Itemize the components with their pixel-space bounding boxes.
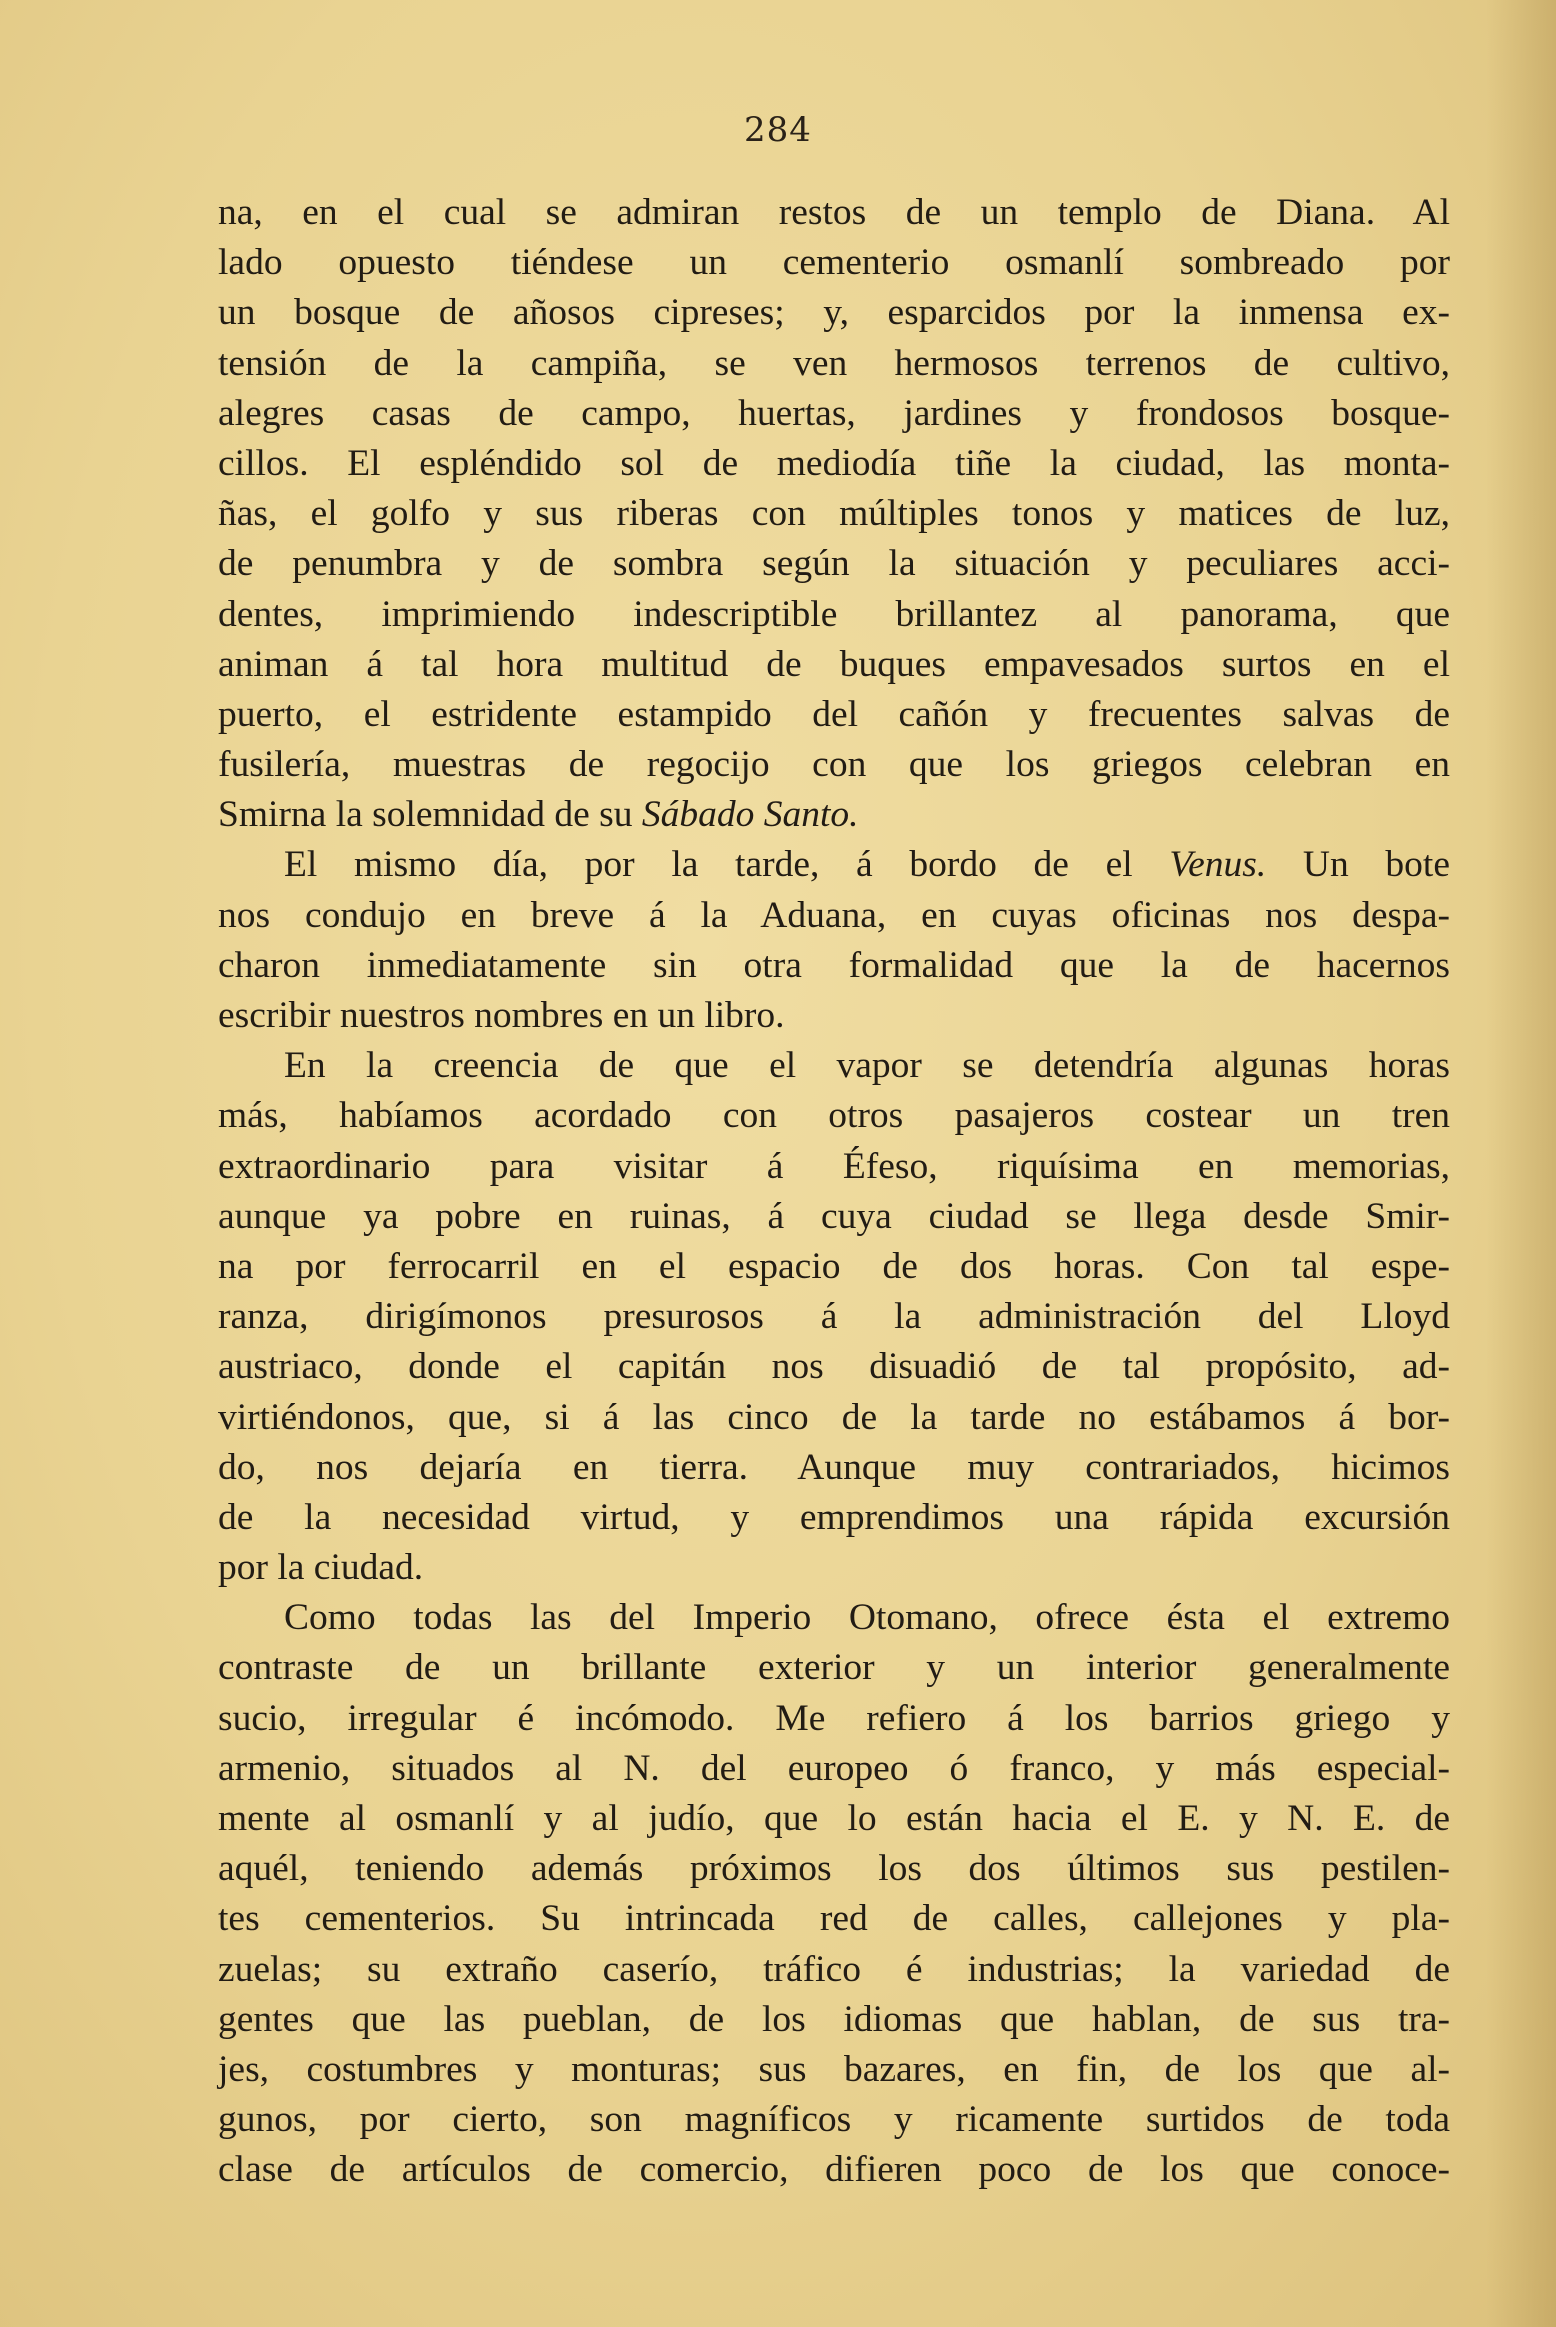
text-line-content: virtiéndonos, que, si á las cinco de la tarde no estábamos á bor- <box>218 1396 1450 1438</box>
text-line-content: fusilería, muestras de regocijo con que los griegos celebran en <box>218 744 1450 786</box>
text-line-content: escribir nuestros nombres en un libro. <box>218 995 785 1036</box>
text-line <box>218 1744 1450 1794</box>
text-line <box>218 389 1450 439</box>
text-line-content: más, habíamos acordado con otros pasajeros costear un tren <box>218 1095 1450 1137</box>
text-line-content: El mismo día, por la tarde, á bordo de el <box>284 844 1170 886</box>
text-line <box>218 1493 1450 1543</box>
text-line <box>218 640 1450 690</box>
text-line <box>218 2045 1450 2095</box>
text-line-content: Como todas las del Imperio Otomano, ofrece ésta el extremo <box>284 1597 1450 1639</box>
text-line <box>218 539 1450 589</box>
page-number: 284 <box>744 110 812 150</box>
text-line <box>218 690 1450 740</box>
text-line-content: tes cementerios. Su intrincada red de calles, callejones y pla- <box>218 1898 1450 1940</box>
text-line <box>218 740 1450 790</box>
italic-text: Sábado Santo. <box>641 794 859 836</box>
text-line-content: tensión de la campiña, se ven hermosos terrenos de cultivo, <box>218 342 1450 384</box>
text-line <box>218 1091 1450 1141</box>
text-line-content: cillos. El espléndido sol de mediodía tiñe la ciudad, las monta- <box>218 442 1450 484</box>
text-line-continuation: Un bote <box>1266 844 1450 886</box>
text-line-content: un bosque de añosos cipreses; y, esparcidos por la inmensa ex- <box>218 292 1450 334</box>
text-line <box>218 1292 1450 1342</box>
text-line-content: por la ciudad. <box>218 1547 424 1589</box>
text-line <box>218 1041 1450 1091</box>
text-line-content: extraordinario para visitar á Éfeso, riquísima en memorias, <box>218 1145 1450 1187</box>
text-line <box>218 1945 1450 1995</box>
text-line <box>218 1794 1450 1844</box>
text-line-content: aquél, teniendo además próximos los dos últimos sus pestilen- <box>218 1848 1450 1890</box>
text-line-content: gentes que las pueblan, de los idiomas que hablan, de sus tra- <box>218 1998 1450 2040</box>
text-line-content: nos condujo en breve á la Aduana, en cuyas oficinas nos despa- <box>218 894 1450 936</box>
text-line-content: mente al osmanlí y al judío, que lo están hacia el E. y N. E. de <box>218 1798 1450 1839</box>
text-line-content: contraste de un brillante exterior y un interior generalmente <box>218 1647 1450 1689</box>
text-line-content: de la necesidad virtud, y emprendimos una rápida excursión <box>218 1496 1450 1538</box>
text-line-content: ranza, dirigímonos presurosos á la administración del Lloyd <box>218 1296 1450 1338</box>
text-line <box>218 1694 1450 1744</box>
text-line <box>218 2145 1450 2195</box>
text-line-content: austriaco, donde el capitán nos disuadió de tal propósito, ad- <box>218 1346 1450 1388</box>
text-line <box>218 1443 1450 1493</box>
text-line-content: na por ferrocarril en el espacio de dos horas. Con tal espe- <box>218 1245 1450 1287</box>
text-line <box>218 489 1450 539</box>
text-line <box>218 1342 1450 1392</box>
text-line <box>218 1192 1450 1242</box>
text-line <box>218 439 1450 489</box>
text-line-content: alegres casas de campo, huertas, jardines y frondosos bosque- <box>218 392 1450 434</box>
text-line-content: animan á tal hora multitud de buques empavesados surtos en el <box>218 643 1450 685</box>
text-line <box>218 1543 1450 1593</box>
text-line <box>218 1643 1450 1693</box>
text-line <box>218 991 1450 1041</box>
text-line-content: jes, costumbres y monturas; sus bazares, en fin, de los que al- <box>218 2048 1450 2090</box>
text-line <box>218 840 1450 890</box>
text-line <box>218 238 1450 288</box>
text-line-content: dentes, imprimiendo indescriptible brillantez al panorama, que <box>218 593 1450 635</box>
text-line <box>218 339 1450 389</box>
text-line-content: En la creencia de que el vapor se detendría algunas horas <box>284 1045 1450 1087</box>
text-line <box>218 1894 1450 1944</box>
text-line <box>218 1142 1450 1192</box>
text-line <box>218 188 1450 238</box>
text-line <box>218 1593 1450 1643</box>
italic-text: Venus. <box>1169 844 1267 886</box>
text-line <box>218 891 1450 941</box>
text-line <box>218 1844 1450 1894</box>
text-line-content: na, en el cual se admiran restos de un templo de Diana. Al <box>218 192 1450 233</box>
text-line-content: ñas, el golfo y sus riberas con múltiples tonos y matices de luz, <box>218 493 1450 535</box>
text-line <box>218 2095 1450 2145</box>
text-line-content: zuelas; su extraño caserío, tráfico é industrias; la variedad de <box>218 1948 1450 1990</box>
text-line <box>218 590 1450 640</box>
text-line <box>218 1242 1450 1292</box>
text-line <box>218 288 1450 338</box>
text-line <box>218 790 1450 840</box>
text-line-content: do, nos dejaría en tierra. Aunque muy contrariados, hicimos <box>218 1446 1450 1488</box>
text-line-content: clase de artículos de comercio, difieren poco de los que conoce- <box>218 2149 1450 2191</box>
body-text <box>218 188 1450 2196</box>
text-line-content: aunque ya pobre en ruinas, á cuya ciudad se llega desde Smir- <box>218 1195 1450 1237</box>
text-line-content: charon inmediatamente sin otra formalidad que la de hacernos <box>218 944 1450 986</box>
text-line-content: gunos, por cierto, son magníficos y ricamente surtidos de toda <box>218 2099 1450 2141</box>
text-line-content: puerto, el estridente estampido del cañón y frecuentes salvas de <box>218 693 1450 735</box>
text-line-content: Smirna la solemnidad de su <box>218 794 642 836</box>
text-line-content: armenio, situados al N. del europeo ó franco, y más especial- <box>218 1747 1450 1789</box>
text-line-content: sucio, irregular é incómodo. Me refiero á los barrios griego y <box>218 1697 1450 1739</box>
text-line-content: de penumbra y de sombra según la situación y peculiares acci- <box>218 543 1450 585</box>
text-line-content: lado opuesto tiéndese un cementerio osmanlí sombreado por <box>218 242 1450 284</box>
text-line <box>218 1393 1450 1443</box>
text-line <box>218 1995 1450 2045</box>
text-line <box>218 941 1450 991</box>
